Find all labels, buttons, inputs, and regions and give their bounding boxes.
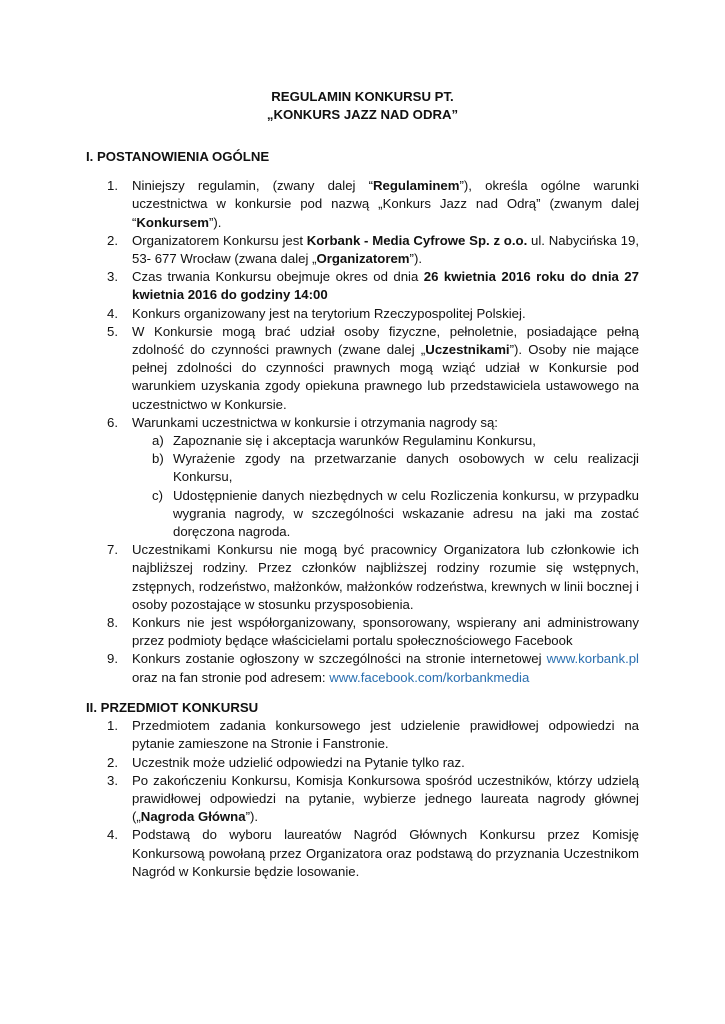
sub-item-text: Zapoznanie się i akceptacja warunków Regulaminu Konkursu, [173, 433, 536, 449]
item-number: 2. [107, 232, 118, 248]
item-text: ul. Nabycińska 19, 53- 677 Wrocław (zwana dalej „ [132, 232, 639, 267]
list-item [107, 323, 639, 414]
item-number: 9. [107, 651, 118, 667]
list-item [107, 826, 639, 881]
item-number: 1. [107, 718, 118, 734]
item-number: 1. [107, 178, 118, 194]
item-text: ”). [208, 214, 222, 230]
item-text: Po zakończeniu Konkursu, Komisja Konkursowa spośród uczestników, którzy udzielą prawidłowej odpowiedzi na pytanie, wybierze jednego laureata nagrody głównej („ [132, 772, 639, 825]
item-bold: Nagroda Główna [140, 809, 246, 825]
list-item [107, 754, 639, 772]
list-item [107, 305, 639, 323]
item-text: Czas trwania Konkursu obejmuje okres od dnia [132, 269, 424, 285]
item-bold: Regulaminem [373, 178, 460, 194]
list-item [107, 268, 639, 304]
item-text: Niniejszy regulamin, (zwany dalej “ [132, 178, 374, 194]
list-item [107, 650, 639, 686]
item-bold: 26 kwietnia 2016 roku do dnia 27 kwietnia 2016 do godziny 14:00 [132, 269, 639, 303]
item-number: 2. [107, 754, 118, 770]
item-number: 3. [107, 269, 118, 285]
item-number: 8. [107, 615, 118, 631]
sub-list [132, 432, 639, 541]
item-text: Przedmiotem zadania konkursowego jest udzielenie prawidłowej odpowiedzi na pytanie zamieszone na Stronie i Fanstronie. [132, 718, 639, 752]
item-text: ”). [409, 251, 422, 267]
sub-item-text: Wyrażenie zgody na przetwarzanie danych osobowych w celu realizacji Konkursu, [173, 451, 639, 485]
item-number: 5. [107, 323, 118, 339]
item-text: oraz na fan stronie pod adresem: [132, 669, 330, 685]
sub-item-letter: b) [152, 451, 164, 467]
item-text: Konkurs organizowany jest na terytorium Rzeczypospolitej Polskiej. [132, 305, 526, 321]
item-number: 6. [107, 414, 118, 430]
item-text: ”). [245, 809, 259, 825]
item-bold: Organizatorem [316, 251, 410, 267]
item-number: 3. [107, 772, 118, 788]
korbank-website-link[interactable]: www.korbank.pl [546, 651, 639, 667]
sub-list-item [152, 487, 639, 542]
item-text: Warunkami uczestnictwa w konkursie i otrzymania nagrody są: [132, 414, 498, 430]
sub-item-letter: a) [152, 433, 164, 449]
sub-item-text: Udostępnienie danych niezbędnych w celu Rozliczenia konkursu, w przypadku wygrania nagrody, w szczególności wskazanie adresu na jaki ma zostać doręczona nagroda. [173, 487, 639, 540]
list-item [107, 614, 639, 650]
section-2-list [86, 717, 639, 881]
item-bold: Uczestnikami [425, 342, 510, 358]
facebook-page-link[interactable]: www.facebook.com/korbankmedia [329, 669, 530, 685]
item-bold: Konkursem [136, 214, 209, 230]
list-item [107, 414, 639, 541]
item-text: ”). Osoby nie mające pełnej zdolności do czynności prawnych mogą wziąć udział w Konkursie pod warunkiem uzyskania zgody opiekuna prawnego lub przedstawiciela ustawowego na uczestnictwo w Konkursie. [132, 342, 639, 412]
sub-list-item [152, 450, 639, 486]
item-bold: Korbank - Media Cyfrowe Sp. z o.o. [306, 232, 528, 248]
document-title [86, 88, 639, 124]
section-2-heading: II. PRZEDMIOT KONKURSU [86, 699, 259, 715]
sub-list-item [152, 432, 639, 450]
list-item [107, 772, 639, 827]
list-item [107, 717, 639, 753]
item-text: ”), określa ogólne warunki uczestnictwa w konkursie pod nazwą „Konkurs Jazz nad Odrą” (zwanym dalej “ [132, 178, 639, 230]
list-item [107, 177, 639, 232]
item-number: 7. [107, 542, 118, 558]
list-item [107, 232, 639, 268]
item-number: 4. [107, 305, 118, 321]
item-text: Uczestnik może udzielić odpowiedzi na Pytanie tylko raz. [132, 754, 465, 770]
item-number: 4. [107, 827, 118, 843]
item-text: Uczestnikami Konkursu nie mogą być pracownicy Organizatora lub członkowie ich najbliższej rodziny. Przez członków najbliższej rodziny rozumie się wstępnych, zstępnych, rodzeństwo, małżonków, małżonków rodzeństwa, krewnych w linii bocznej i osoby pozostające w stosunku przysposobienia. [132, 542, 639, 612]
title-line-2: „KONKURS JAZZ NAD ODRA” [266, 107, 459, 122]
item-text: W Konkursie mogą brać udział osoby fizyczne, pełnoletnie, posiadające pełną zdolność do czynności prawnych (zwane dalej „ [132, 323, 639, 358]
section-1-heading: I. POSTANOWIENIA OGÓLNE [86, 149, 270, 164]
item-text: Podstawą do wyboru laureatów Nagród Głównych Konkursu przez Komisję Konkursową powołaną przez Organizatora oraz podstawą do przyznania Uczestnikom Nagród w Konkursie będzie losowanie. [132, 827, 639, 879]
section-1-list [86, 177, 639, 687]
item-text: Konkurs nie jest współorganizowany, sponsorowany, wspierany ani administrowany przez podmioty będące właścicielami portalu społecznościowego Facebook [132, 615, 639, 649]
sub-item-letter: c) [152, 487, 163, 503]
item-text: Konkurs zostanie ogłoszony w szczególności na stronie internetowej [132, 651, 547, 667]
title-line-1: REGULAMIN KONKURSU PT. [271, 89, 454, 104]
item-text: Organizatorem Konkursu jest [132, 232, 307, 248]
list-item [107, 541, 639, 614]
